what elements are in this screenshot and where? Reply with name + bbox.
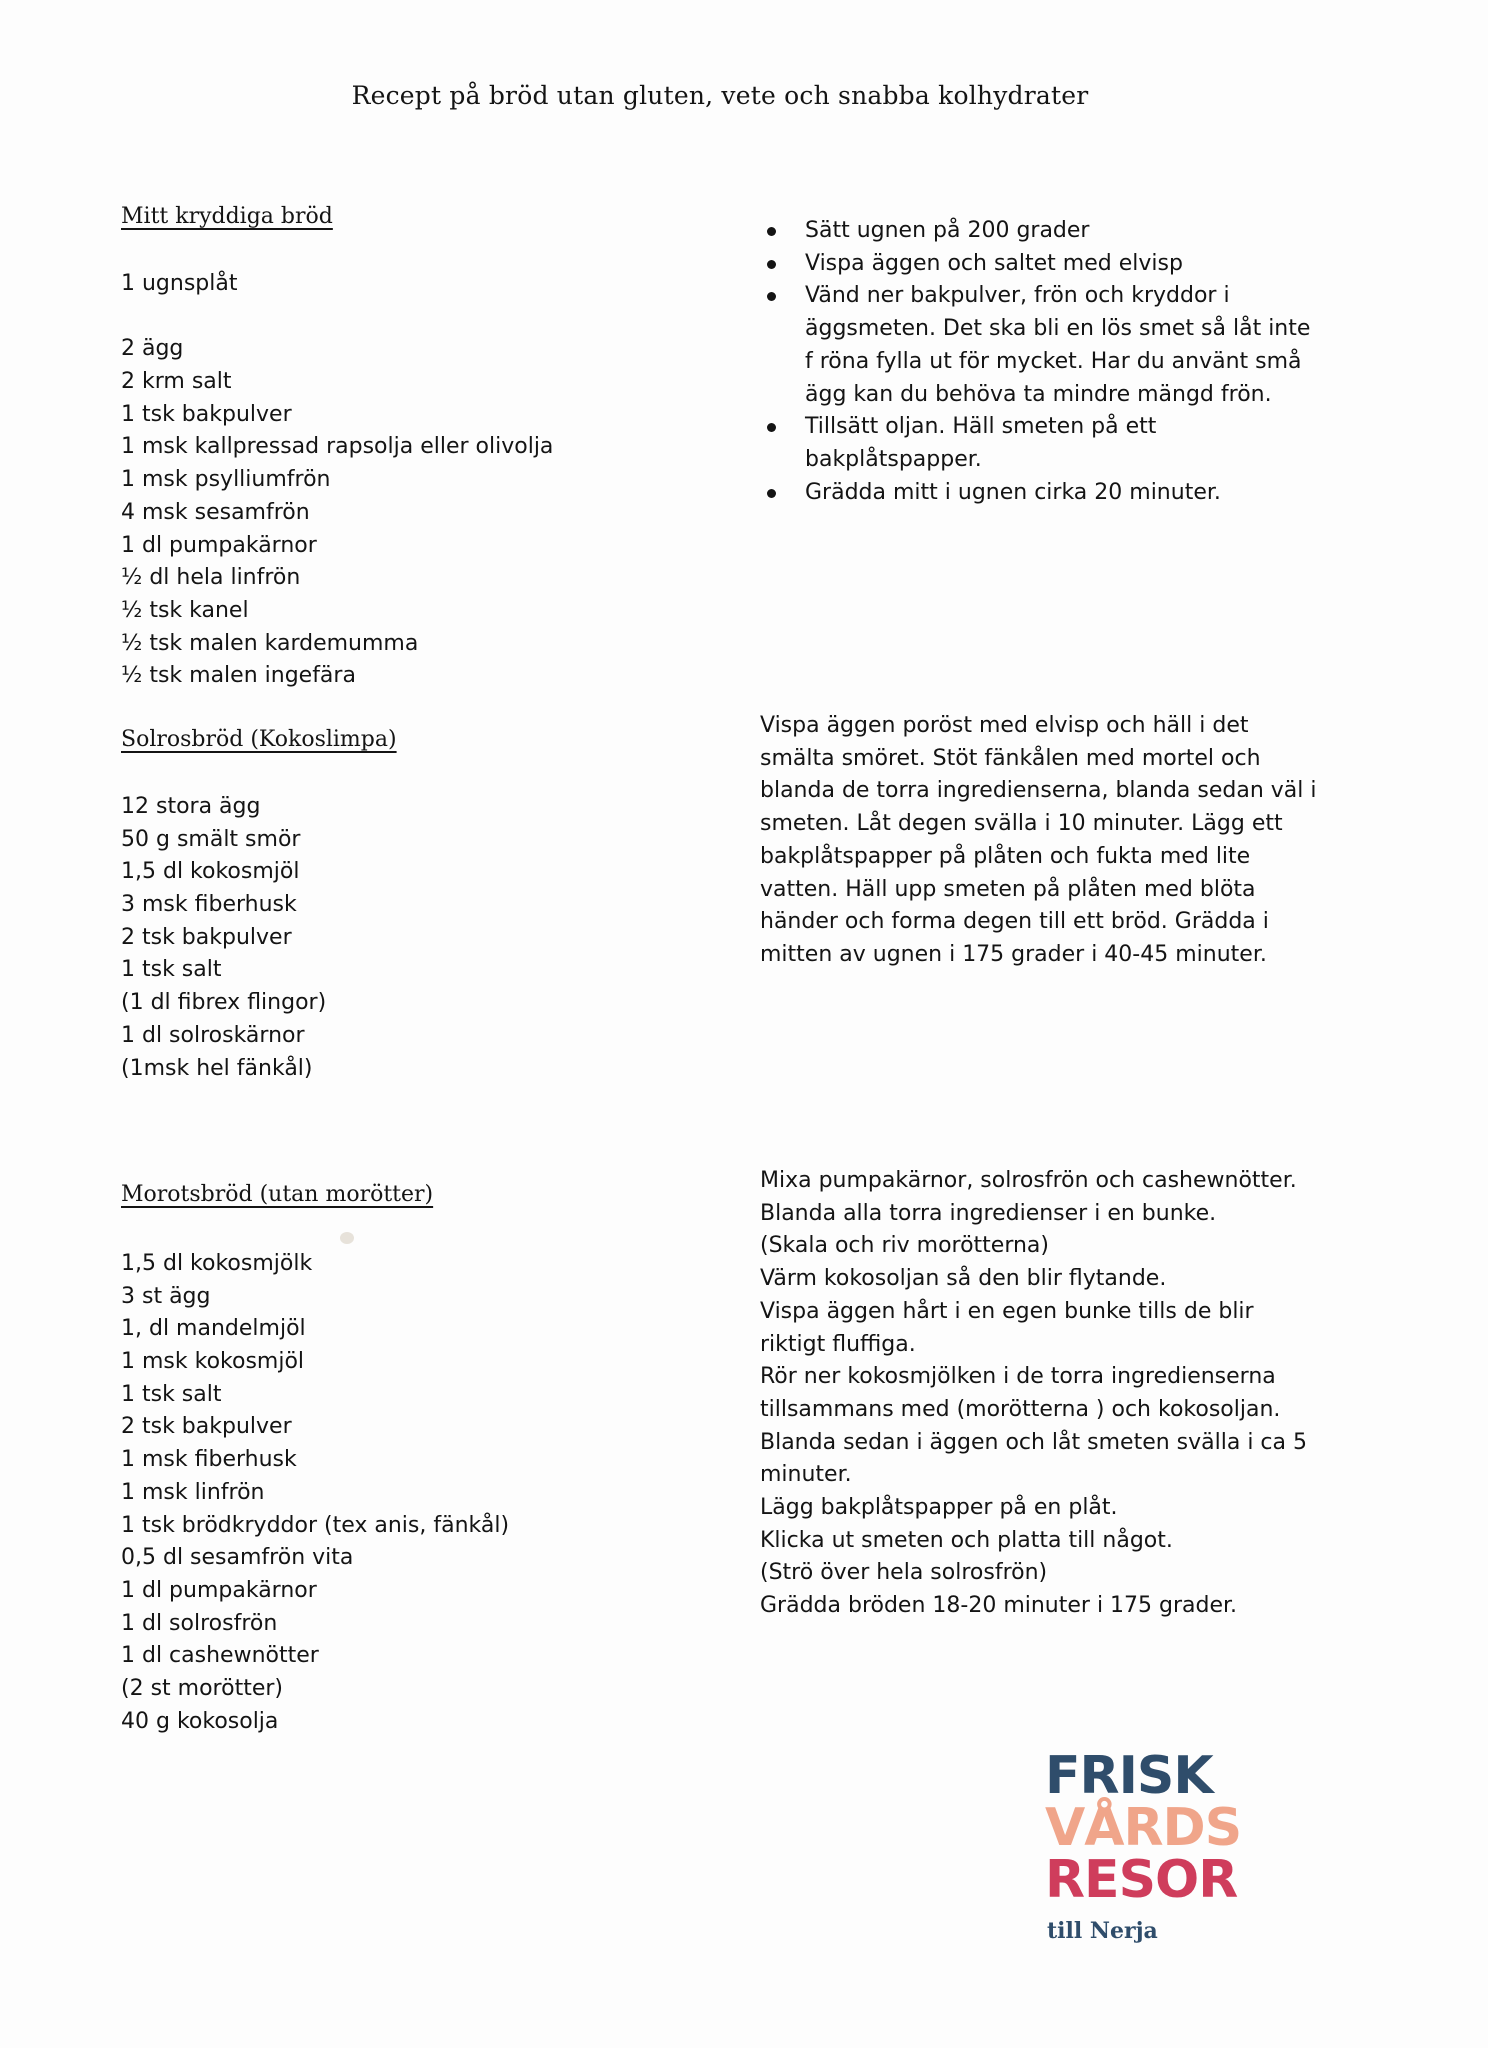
step-text: Vispa äggen och saltet med elvisp — [805, 250, 1183, 276]
logo-line-3: RESOR — [1045, 1850, 1238, 1910]
ingredient-item: 3 st ägg — [121, 1283, 211, 1309]
bullet-icon — [767, 260, 776, 269]
recipe-3-steps — [760, 1165, 1320, 1623]
ingredient-item: 50 g smält smör — [121, 826, 301, 852]
logo-subtitle: till Nerja — [1047, 1918, 1158, 1944]
ingredient-item: 1 tsk salt — [121, 1381, 222, 1407]
step-item — [805, 477, 1325, 510]
bullet-icon — [767, 227, 776, 236]
step-text: Vänd ner bakpulver, frön och kryddor i äggsmeten. Det ska bli en lös smet så låt inte f röna fylla ut för mycket. Har du använt små ägg kan du behöva ta mindre mängd frön. — [805, 283, 1311, 407]
recipe-3-ingredients — [121, 1248, 509, 1738]
ingredient-spacer — [121, 301, 553, 334]
ingredient-item: 1 tsk salt — [121, 957, 222, 983]
ingredient-item: 0,5 dl sesamfrön vita — [121, 1545, 354, 1571]
paper-speck — [340, 1232, 354, 1244]
step-item: Mixa pumpakärnor, solrosfrön och cashewnötter. — [760, 1168, 1297, 1193]
ingredient-item: 3 msk fiberhusk — [121, 892, 297, 918]
ingredient-item: 1 msk fiberhusk — [121, 1447, 297, 1473]
step-item — [805, 215, 1325, 248]
bullet-icon — [767, 292, 776, 301]
step-item: Lägg bakplåtspapper på en plåt. — [760, 1495, 1118, 1521]
step-item — [805, 280, 1325, 411]
ingredient-item: 1 dl cashewnötter — [121, 1643, 319, 1669]
step-item — [805, 411, 1325, 476]
ingredient-item: 2 krm salt — [121, 369, 232, 395]
ingredient-item: (1 dl fibrex flingor) — [121, 990, 327, 1016]
ingredient-item: 4 msk sesamfrön — [121, 499, 310, 525]
ingredient-item: ½ tsk malen ingefära — [121, 663, 356, 689]
ingredient-item: 1 tsk bakpulver — [121, 401, 292, 427]
recipe-1-steps — [805, 215, 1325, 509]
step-text: Tillsätt oljan. Häll smeten på ett bakplåtspapper. — [805, 414, 1157, 472]
step-text: Grädda mitt i ugnen cirka 20 minuter. — [805, 479, 1221, 505]
friskvardsresor-logo — [1045, 1746, 1242, 1946]
step-item: Grädda bröden 18-20 minuter i 175 grader. — [760, 1593, 1238, 1619]
ingredient-item: 1 msk kallpressad rapsolja eller olivolja — [121, 434, 554, 460]
ingredient-item: 1 tsk brödkryddor (tex anis, fänkål) — [121, 1512, 510, 1538]
recipe-2-ingredients — [121, 791, 326, 1085]
step-item: Blanda sedan i äggen och låt smeten svälla i ca 5 minuter. — [760, 1429, 1308, 1488]
step-item: Klicka ut smeten och platta till något. — [760, 1527, 1173, 1553]
step-item: (Skala och riv morötterna) — [760, 1233, 1049, 1259]
ingredient-item: (1msk hel fänkål) — [121, 1055, 313, 1081]
step-item: Blanda alla torra ingredienser i en bunke. — [760, 1200, 1217, 1226]
logo-line-2: VÅRDS — [1045, 1798, 1242, 1858]
ingredient-item: 1,5 dl kokosmjölk — [121, 1251, 313, 1276]
recipe-3-heading: Morotsbröd (utan morötter) — [121, 1182, 434, 1207]
ingredient-item: 2 ägg — [121, 336, 184, 362]
ingredient-item: 1 msk kokosmjöl — [121, 1349, 305, 1375]
step-item: Rör ner kokosmjölken i de torra ingredienserna tillsammans med (morötterna ) och kokosoljan. — [760, 1364, 1281, 1422]
bullet-icon — [767, 489, 776, 498]
ingredient-item: ½ tsk malen kardemumma — [121, 630, 419, 656]
step-item: Värm kokosoljan så den blir flytande. — [760, 1266, 1167, 1292]
ingredient-item: (2 st morötter) — [121, 1675, 283, 1701]
step-item: Vispa äggen hårt i en egen bunke tills de blir riktigt fluffiga. — [760, 1298, 1254, 1357]
ingredient-item: 1, dl mandelmjöl — [121, 1316, 306, 1342]
step-item: (Strö över hela solrosfrön) — [760, 1560, 1048, 1586]
ingredient-item: ½ tsk kanel — [121, 597, 249, 623]
recipe-2-heading: Solrosbröd (Kokoslimpa) — [121, 727, 397, 752]
ingredient-item: 12 stora ägg — [121, 794, 261, 819]
step-text: Sätt ugnen på 200 grader — [805, 218, 1090, 243]
ingredient-item: 40 g kokosolja — [121, 1708, 279, 1734]
ingredient-item: 1,5 dl kokosmjöl — [121, 859, 300, 885]
ingredient-item: 2 tsk bakpulver — [121, 924, 292, 950]
recipe-1-heading: Mitt kryddiga bröd — [121, 204, 333, 229]
recipe-1-ingredients — [121, 268, 553, 693]
ingredient-item: 1 ugnsplåt — [121, 271, 238, 296]
ingredient-item: ½ dl hela linfrön — [121, 565, 301, 591]
ingredient-item: 2 tsk bakpulver — [121, 1414, 292, 1440]
page-title: Recept på bröd utan gluten, vete och snabba kolhydrater — [351, 81, 1089, 110]
ingredient-item: 1 msk psylliumfrön — [121, 467, 331, 493]
ingredient-item: 1 msk linfrön — [121, 1479, 265, 1505]
bullet-icon — [767, 423, 776, 432]
ingredient-item: 1 dl solroskärnor — [121, 1022, 305, 1048]
step-item — [805, 248, 1325, 281]
recipe-2-instructions: Vispa äggen poröst med elvisp och häll i det smälta smöret. Stöt fänkålen med mortel och blanda de torra ingredienserna, blanda sedan väl i smeten. Låt degen svälla i 10 minuter. Lägg ett bakplåtspapper på plåten och fukta med lite vatten. Häll upp smeten på plåten med blöta händer och forma degen till ett bröd. Grädda i mitten av ugnen i 175 grader i 40-45 minuter. — [760, 713, 1317, 967]
ingredient-item: 1 dl pumpakärnor — [121, 1577, 317, 1603]
ingredient-item: 1 dl solrosfrön — [121, 1610, 278, 1636]
ingredient-item: 1 dl pumpakärnor — [121, 532, 317, 558]
logo-line-1: FRISK — [1045, 1746, 1213, 1806]
